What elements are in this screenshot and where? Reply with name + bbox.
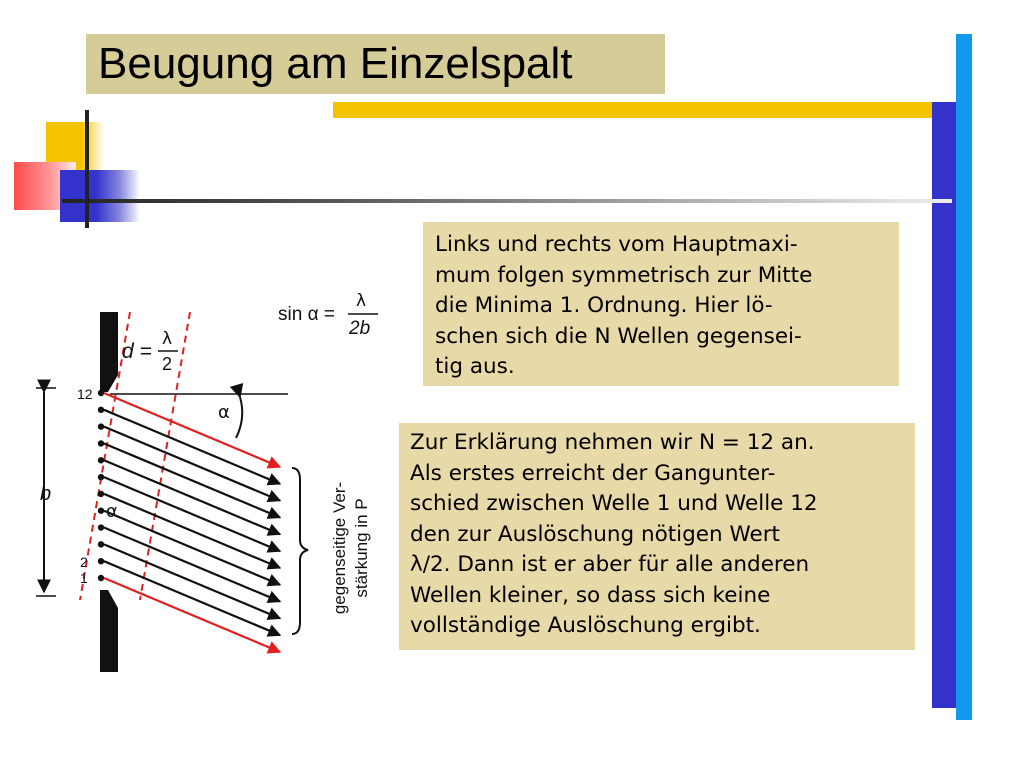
d-denominator: 2 [162, 354, 173, 374]
slit-wall-bottom [100, 590, 118, 672]
wave-ray [104, 410, 280, 484]
wave-source-dot [98, 390, 104, 396]
wave-ray-red [104, 393, 280, 467]
wave-source-dot [98, 407, 104, 413]
wave-source-dot [98, 524, 104, 530]
wave-source-dot [98, 558, 104, 564]
formula-numerator: λ [356, 291, 367, 311]
formula-sin: sin α = [278, 304, 335, 325]
slide-title: Beugung am Einzelspalt [98, 39, 573, 88]
point-label-2: 2 [80, 554, 88, 570]
d-label: d = [122, 340, 152, 363]
wave-source-dot [98, 474, 104, 480]
wave-ray [104, 511, 280, 585]
wave-rays [98, 390, 280, 652]
d-numerator: λ [162, 329, 173, 349]
slit-wall-top [100, 312, 118, 392]
explanation-box-1: Links und rechts vom Hauptmaxi- mum folgen symmetrisch zur Mitte die Minima 1. Ordnung. Hier lö- schen sich die N Wellen gegensei- tig aus. [423, 222, 899, 386]
wave-ray [104, 460, 280, 534]
wave-source-dot [98, 440, 104, 446]
wave-source-dot [98, 423, 104, 429]
alpha-top-label: α [218, 402, 230, 423]
wave-source-dot [98, 491, 104, 497]
side-label-line-2: stärkung in P [352, 498, 371, 598]
wave-source-dot [98, 457, 104, 463]
wave-ray-red [104, 578, 280, 652]
wave-ray [104, 443, 280, 517]
wave-ray [104, 561, 280, 635]
side-label-line-1: gegenseitige Ver- [330, 481, 349, 615]
wave-source-dot [98, 508, 104, 514]
wave-source-dot [98, 541, 104, 547]
wave-ray [104, 477, 280, 551]
wave-ray [104, 544, 280, 618]
brace [292, 468, 308, 634]
formula-denominator: 2b [349, 318, 371, 339]
alpha-left-label: α [106, 501, 118, 522]
wave-ray [104, 528, 280, 602]
wave-source-dot [98, 575, 104, 581]
b-label: b [40, 483, 52, 505]
point-label-12: 12 [77, 386, 93, 402]
wave-ray [104, 494, 280, 568]
angle-arc [236, 397, 242, 438]
explanation-box-2: Zur Erklärung nehmen wir N = 12 an. Als erstes erreicht der Gangunter- schied zwischen Welle 1 und Welle 12 den zur Auslöschung nötigen Wert λ/2. Dann ist er aber für alle anderen Wellen kleiner, so dass sich keine vollständige Auslöschung ergibt. [399, 423, 915, 650]
wave-ray [104, 427, 280, 501]
point-label-1: 1 [80, 570, 88, 586]
